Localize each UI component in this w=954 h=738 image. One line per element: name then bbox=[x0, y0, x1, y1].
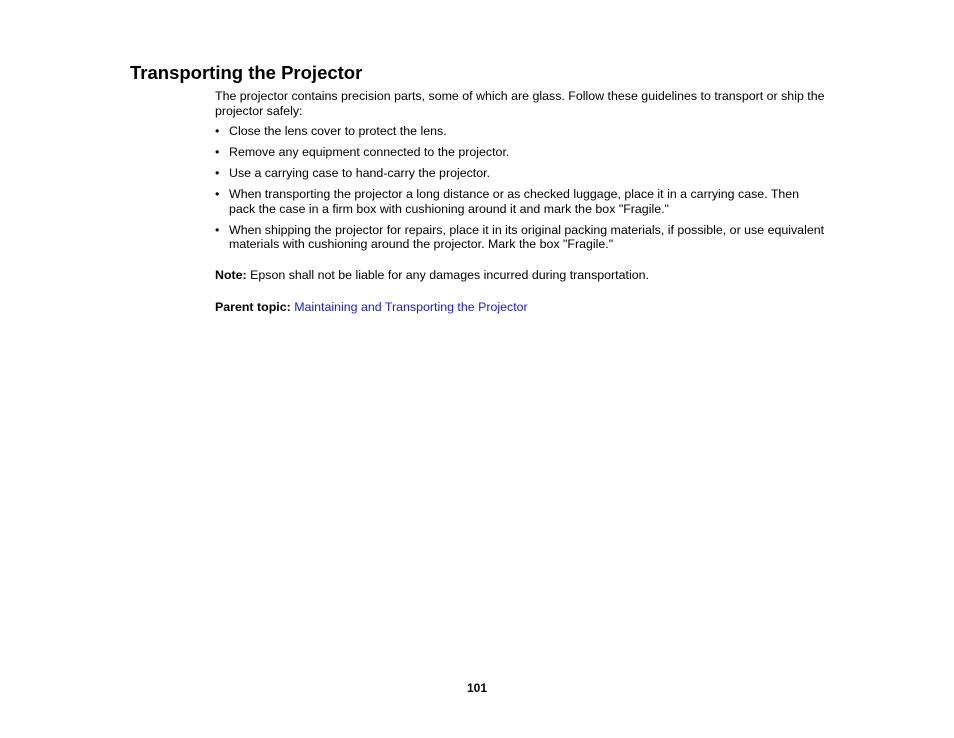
page-title: Transporting the Projector bbox=[130, 62, 363, 83]
list-item-text: When shipping the projector for repairs, place it in its original packing materials, if possible, or use equivalent materials with cushioning around the projector. Mark the box "Fragile." bbox=[229, 222, 825, 251]
list-item-text: When transporting the projector a long distance or as checked luggage, place it in a carrying case. Then pack the case in a firm box with cushioning around it and mark the box "Fragile." bbox=[229, 187, 800, 216]
bullet-icon: • bbox=[215, 166, 220, 180]
list-item bbox=[215, 166, 825, 181]
bullet-icon: • bbox=[215, 124, 220, 138]
bullet-icon: • bbox=[215, 187, 220, 201]
parent-topic-label: Parent topic: bbox=[215, 300, 291, 314]
list-item bbox=[215, 124, 825, 139]
guideline-list bbox=[215, 124, 825, 252]
parent-topic-link[interactable]: Maintaining and Transporting the Projector bbox=[294, 300, 528, 314]
list-item bbox=[215, 223, 825, 252]
page-number: 101 bbox=[466, 681, 488, 695]
parent-topic bbox=[215, 300, 825, 315]
note-text: Epson shall not be liable for any damages incurred during transportation. bbox=[246, 268, 649, 282]
intro-paragraph: The projector contains precision parts, some of which are glass. Follow these guidelines to transport or ship the projector safely: bbox=[215, 89, 825, 118]
bullet-icon: • bbox=[215, 222, 220, 237]
list-item-text: Remove any equipment connected to the projector. bbox=[229, 145, 510, 159]
bullet-icon: • bbox=[215, 145, 220, 159]
document-body bbox=[215, 89, 825, 315]
list-item-text: Use a carrying case to hand-carry the projector. bbox=[229, 166, 491, 180]
list-item bbox=[215, 187, 825, 216]
list-item bbox=[215, 145, 825, 160]
note-label: Note: bbox=[215, 268, 247, 282]
note-paragraph bbox=[215, 268, 825, 283]
list-item-text: Close the lens cover to protect the lens. bbox=[229, 124, 447, 138]
